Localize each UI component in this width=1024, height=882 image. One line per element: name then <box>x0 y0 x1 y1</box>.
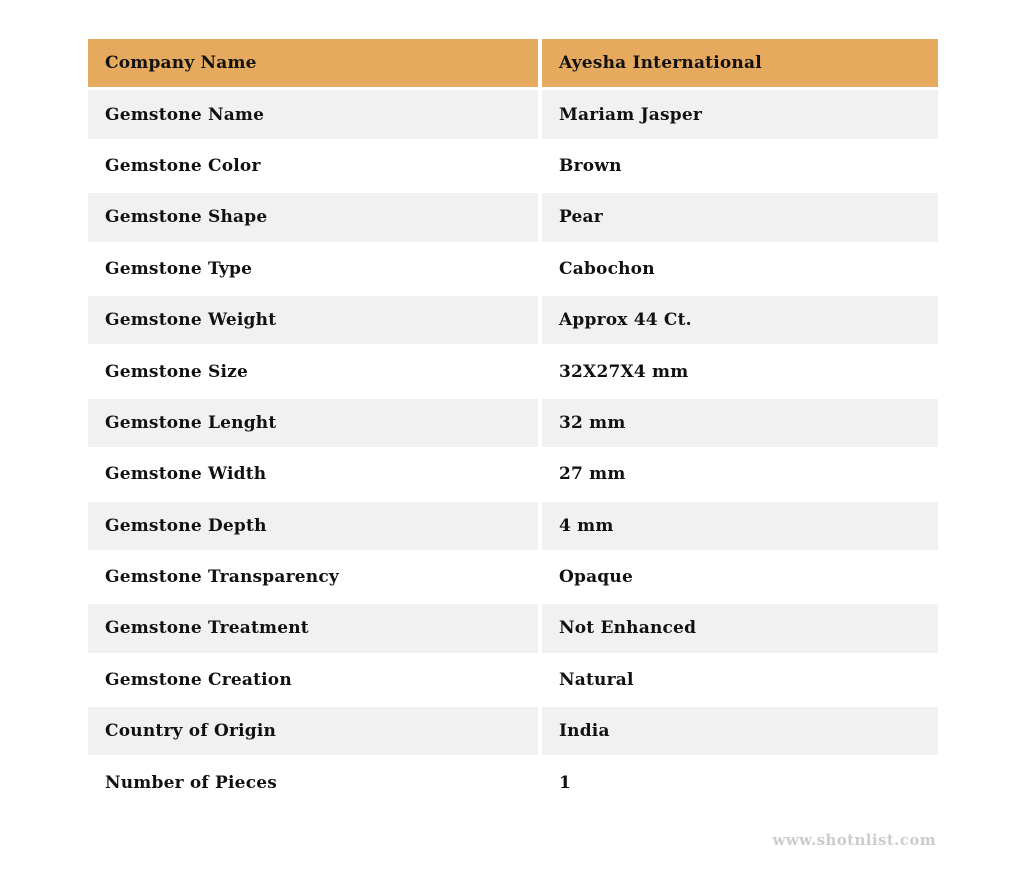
spec-row-label-cell: Gemstone Name <box>88 90 538 138</box>
spec-row-label-cell: Gemstone Transparency <box>88 553 538 601</box>
spec-row-label-cell: Gemstone Lenght <box>88 399 538 447</box>
spec-row-value-cell: 32X27X4 mm <box>542 347 938 395</box>
spec-row-value-cell: 27 mm <box>542 450 938 498</box>
spec-row-value-cell: Natural <box>542 656 938 704</box>
spec-row-value-cell: Approx 44 Ct. <box>542 296 938 344</box>
spec-row-value-cell: 32 mm <box>542 399 938 447</box>
spec-row-label-cell: Gemstone Shape <box>88 193 538 241</box>
spec-row-value-cell: India <box>542 707 938 755</box>
spec-row-label-cell: Gemstone Weight <box>88 296 538 344</box>
gemstone-spec-table <box>88 39 938 807</box>
spec-row-label-cell: Gemstone Depth <box>88 502 538 550</box>
spec-row-label-cell: Gemstone Type <box>88 245 538 293</box>
watermark-text: www.shotnlist.com <box>772 831 936 849</box>
spec-row-label-cell: Gemstone Width <box>88 450 538 498</box>
table-header-value-cell: Ayesha International <box>542 39 938 87</box>
table-header-label-cell: Company Name <box>88 39 538 87</box>
spec-row-label-cell: Country of Origin <box>88 707 538 755</box>
spec-row-value-cell: 4 mm <box>542 502 938 550</box>
spec-row-label-cell: Number of Pieces <box>88 758 538 806</box>
spec-row-label-cell: Gemstone Treatment <box>88 604 538 652</box>
spec-row-value-cell: Pear <box>542 193 938 241</box>
spec-row-value-cell: Opaque <box>542 553 938 601</box>
spec-row-value-cell: Brown <box>542 142 938 190</box>
spec-row-label-cell: Gemstone Color <box>88 142 538 190</box>
spec-row-value-cell: Cabochon <box>542 245 938 293</box>
spec-row-label-cell: Gemstone Creation <box>88 656 538 704</box>
spec-row-value-cell: 1 <box>542 758 938 806</box>
spec-row-label-cell: Gemstone Size <box>88 347 538 395</box>
spec-row-value-cell: Mariam Jasper <box>542 90 938 138</box>
spec-row-value-cell: Not Enhanced <box>542 604 938 652</box>
